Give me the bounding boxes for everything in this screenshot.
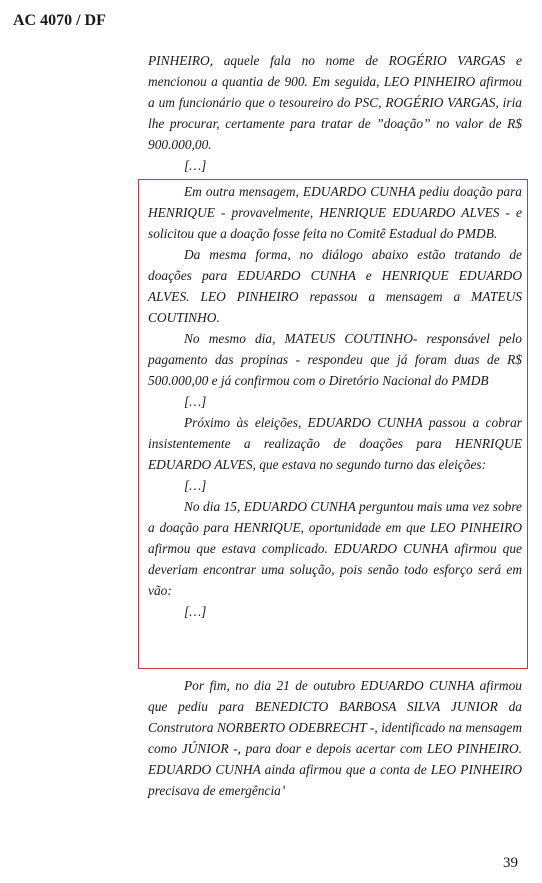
highlighted-section — [148, 181, 522, 622]
highlight-paragraph-4: Próximo às eleições, EDUARDO CUNHA passou a cobrar insistentemente a realização de doações para HENRIQUE EDUARDO ALVES, que estava no segundo turno das eleições: — [148, 415, 522, 472]
highlight-ellipsis-3: […] — [184, 604, 207, 619]
top-paragraph: PINHEIRO, aquele fala no nome de ROGÉRIO VARGAS e mencionou a quantia de 900. Em seguida, LEO PINHEIRO afirmou a um funcionário que o tesoureiro do PSC, ROGÉRIO VARGAS, iria lhe procurar, certamente para tratar de ”doação” no valor de R$ 900.000,00. — [148, 53, 522, 152]
highlight-paragraph-3: No mesmo dia, MATEUS COUTINHO- responsável pelo pagamento das propinas - respondeu que já foram duas de R$ 500.000,00 e já confirmou com o Diretório Nacional do PMDB — [148, 331, 522, 388]
highlight-ellipsis-2: […] — [184, 478, 207, 493]
page-number: 39 — [503, 855, 518, 871]
highlight-paragraph-1: Em outra mensagem, EDUARDO CUNHA pediu doação para HENRIQUE - provavelmente, HENRIQUE EDUARDO ALVES - e solicitou que a doação fosse feita no Comitê Estadual do PMDB. — [148, 184, 522, 241]
case-number-header: AC 4070 / DF — [13, 12, 106, 29]
top-section — [148, 50, 522, 176]
highlight-paragraph-2: Da mesma forma, no diálogo abaixo estão tratando de doações para EDUARDO CUNHA e HENRIQUE EDUARDO ALVES. LEO PINHEIRO repassou a mensagem a MATEUS COUTINHO. — [148, 247, 522, 325]
bottom-section — [148, 675, 522, 801]
bottom-paragraph: Por fim, no dia 21 de outubro EDUARDO CUNHA afirmou que pediu para BENEDICTO BARBOSA SILVA JUNIOR da Construtora NORBERTO ODEBRECHT -, identificado na mensagem como JÚNIOR -, para doar e depois acertar com LEO PINHEIRO. EDUARDO CUNHA ainda afirmou que a conta de LEO PINHEIRO precisava de emergência’ — [148, 678, 522, 798]
highlight-ellipsis-1: […] — [184, 394, 207, 409]
top-ellipsis: […] — [184, 158, 207, 173]
highlight-paragraph-5: No dia 15, EDUARDO CUNHA perguntou mais uma vez sobre a doação para HENRIQUE, oportunidade em que LEO PINHEIRO afirmou que estava complicado. EDUARDO CUNHA afirmou que deveriam encontrar uma solução, pois senão todo esforço será em vão: — [148, 499, 522, 598]
